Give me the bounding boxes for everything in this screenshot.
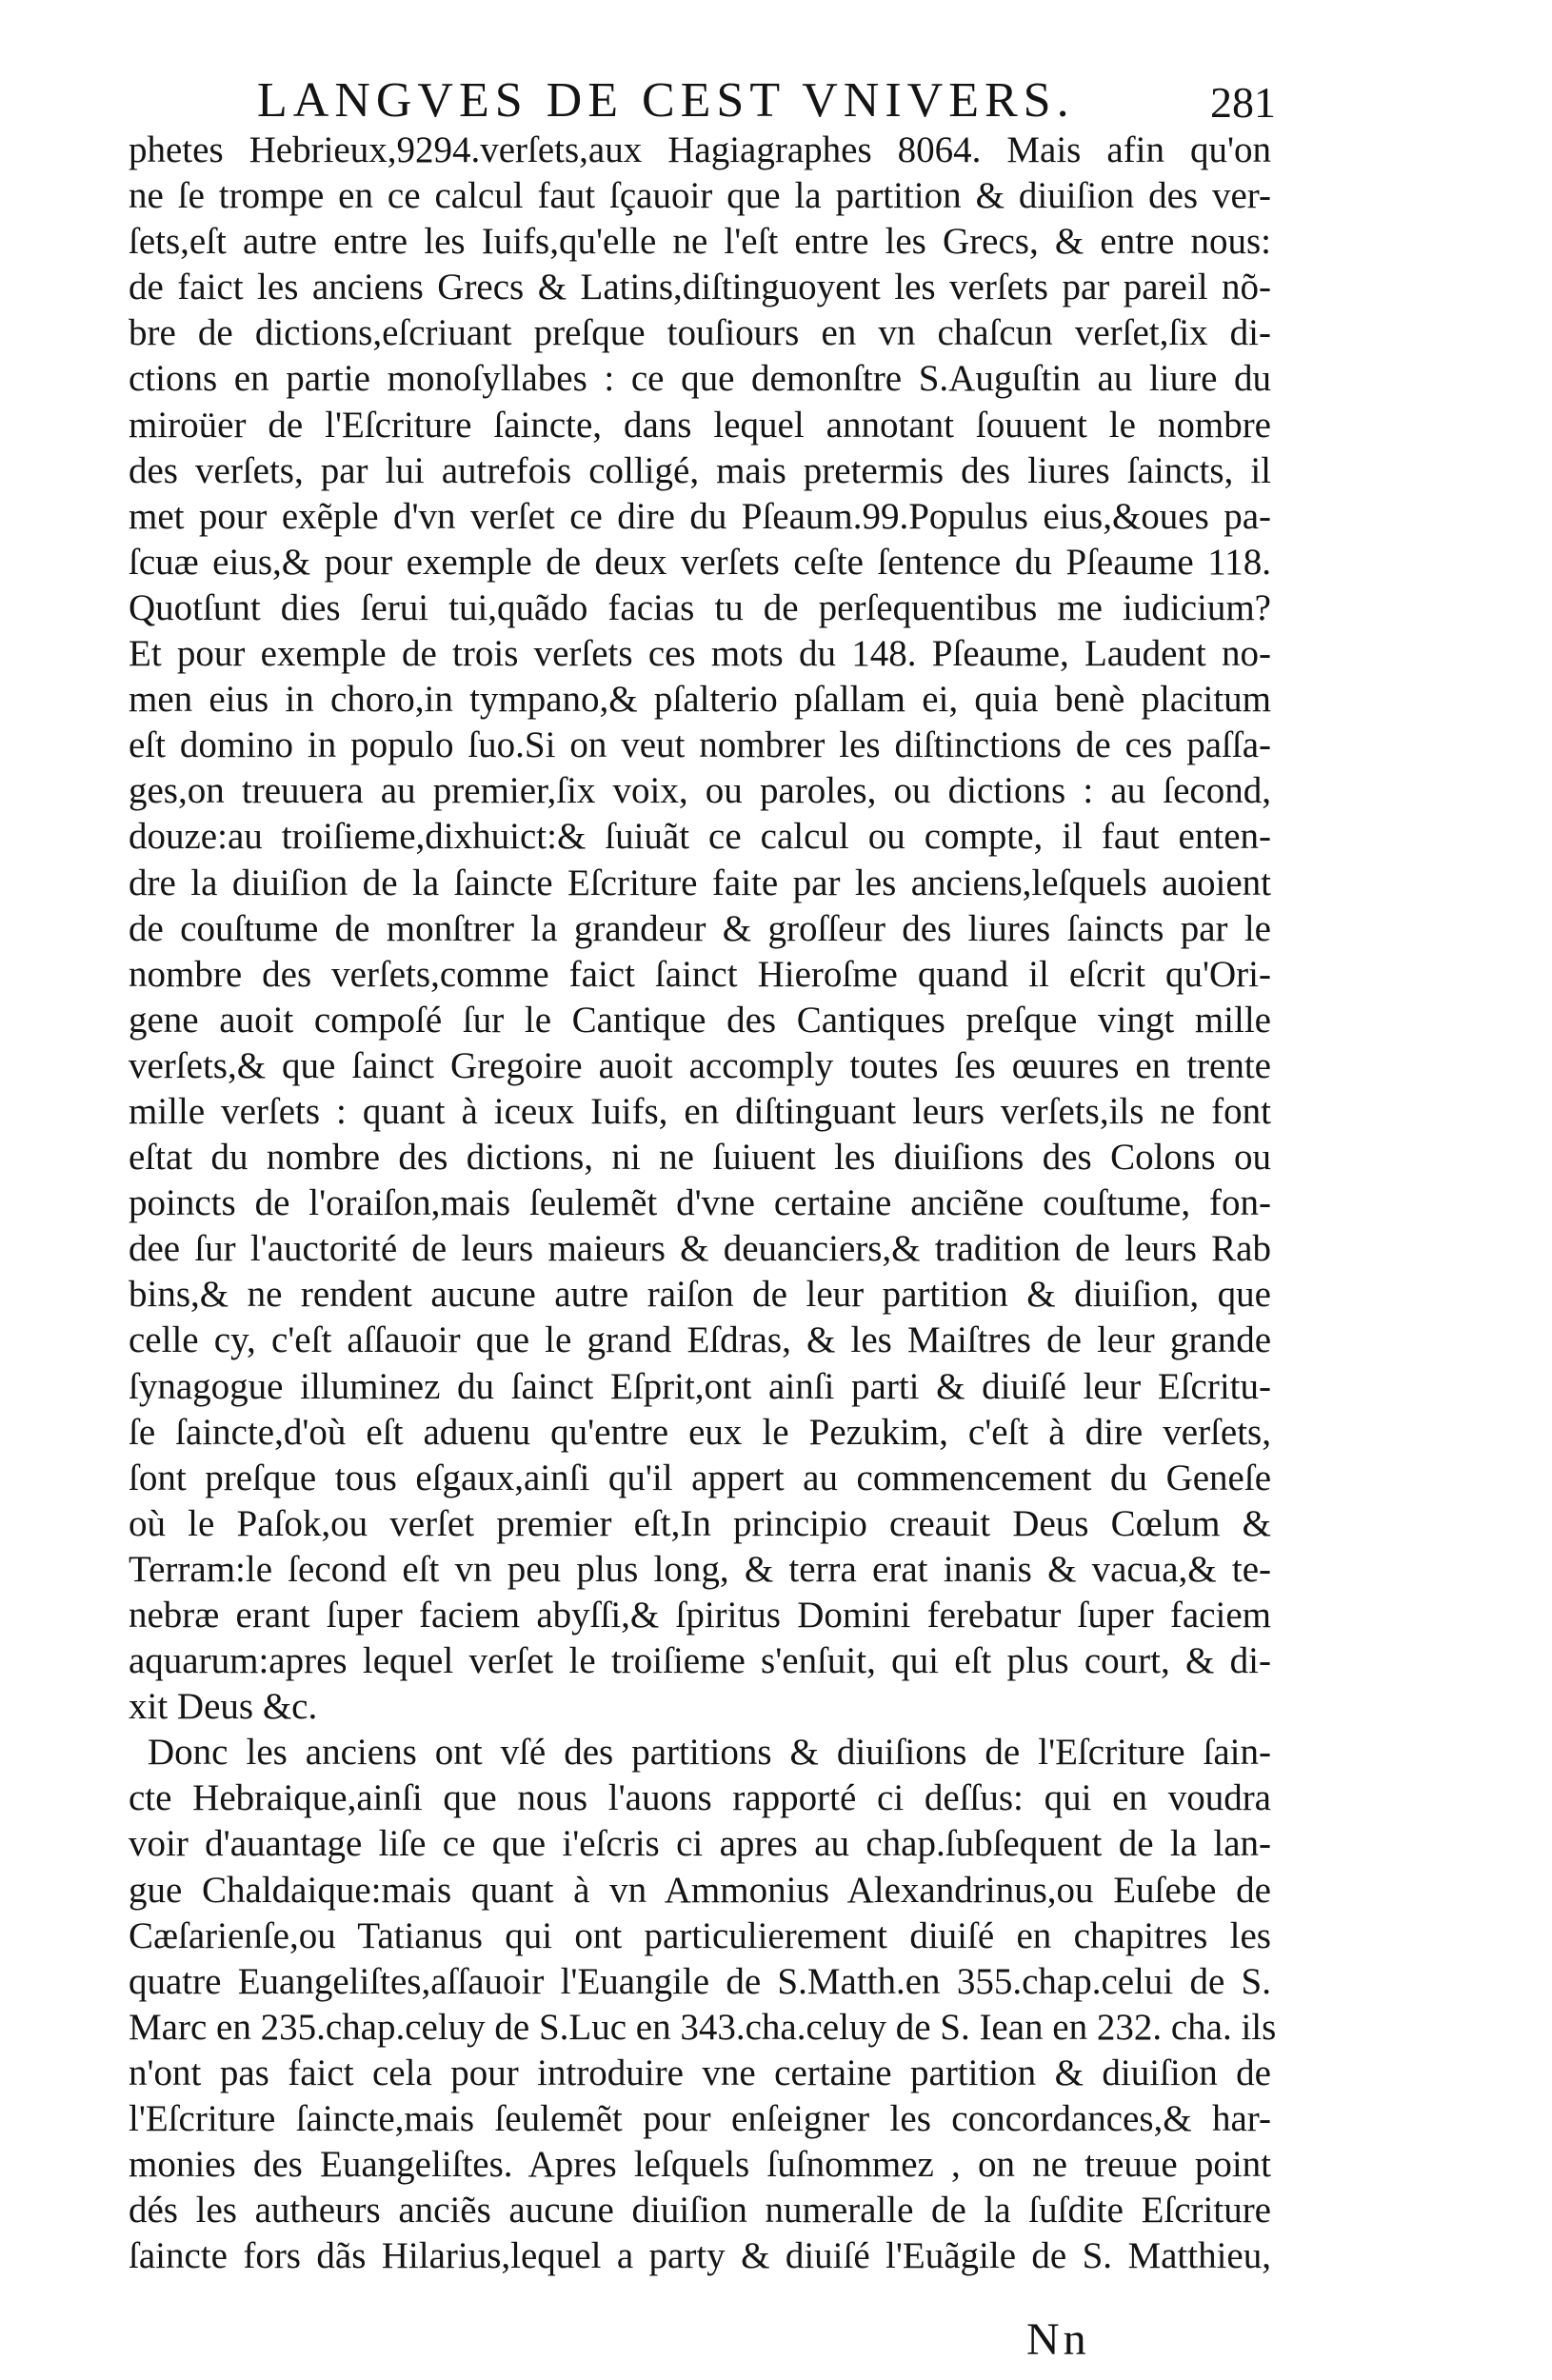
text-line: ſynagogue illuminez du ſainct Eſprit,ont ainſi parti & diuiſé leur Eſcritu- bbox=[129, 1365, 1271, 1407]
text-line: bre de dictions,eſcriuant preſque touſiours en vn chaſcun verſet,ſix di- bbox=[129, 312, 1271, 354]
text-line: dre la diuiſion de la ſaincte Eſcriture faite par les anciens,leſquels auoient bbox=[129, 862, 1271, 903]
text-line: ſets,eſt autre entre les Iuifs,qu'elle ne l'eſt entre les Grecs, & entre nous: bbox=[129, 221, 1271, 263]
page-header bbox=[257, 67, 1276, 133]
text-line: Terram:le ſecond eſt vn peu plus long, & terra erat inanis & vacua,& te- bbox=[129, 1548, 1271, 1590]
text-line: ſaincte fors dãs Hilarius,lequel a party & diuiſé l'Euãgile de S. Matthieu, bbox=[129, 2235, 1271, 2277]
text-line: douze:au troiſieme,dixhuict:& ſuiuãt ce calcul ou compte, il faut enten- bbox=[129, 816, 1271, 858]
text-line: de faict les anciens Grecs & Latins,diſtinguoyent les verſets par pareil nõ- bbox=[129, 267, 1271, 308]
text-line: aquarum:apres lequel verſet le troiſieme s'enſuit, qui eſt plus court, & di- bbox=[129, 1640, 1271, 1682]
signature-mark: Nn bbox=[1026, 2314, 1090, 2365]
text-line: gue Chaldaique:mais quant à vn Ammonius Alexandrinus,ou Euſebe de bbox=[129, 1869, 1271, 1911]
paragraph-start-line: Donc les anciens ont vſé des partitions & diuiſions de l'Eſcriture ſain- bbox=[148, 1732, 1271, 1774]
text-line: voir d'auantage liſe ce que i'eſcris ci apres au chap.ſubſequent de la lan- bbox=[129, 1823, 1271, 1865]
text-line: eſt domino in populo ſuo.Si on veut nombrer les diſtinctions de ces paſſa- bbox=[129, 724, 1271, 766]
text-line: quatre Euangeliſtes,aſſauoir l'Euangile de S.Matth.en 355.chap.celui de S. bbox=[129, 1960, 1271, 2002]
text-line: met pour exẽple d'vn verſet ce dire du Pſeaum.99.Populus eius,&oues pa- bbox=[129, 495, 1271, 537]
text-line: des verſets, par lui autrefois colligé, mais pretermis des liures ſaincts, il bbox=[129, 449, 1271, 491]
text-line: ne ſe trompe en ce calcul faut ſçauoir que la partition & diuiſion des ver- bbox=[129, 175, 1271, 217]
text-line: dee ſur l'auctorité de leurs maieurs & deuanciers,& tradition de leurs Rab bbox=[129, 1228, 1271, 1270]
text-line: nombre des verſets,comme faict ſainct Hieroſme quand il eſcrit qu'Ori- bbox=[129, 953, 1271, 995]
running-title: LANGVES DE CEST VNIVERS. bbox=[257, 73, 1075, 128]
text-line: celle cy, c'eſt aſſauoir que le grand Eſdras, & les Maiſtres de leur grande bbox=[129, 1319, 1271, 1361]
text-line: dés les autheurs anciẽs aucune diuiſion numeralle de la ſuſdite Eſcriture bbox=[129, 2190, 1271, 2231]
text-line: Et pour exemple de trois verſets ces mots du 148. Pſeaume, Laudent no- bbox=[129, 633, 1271, 675]
text-line: miroüer de l'Eſcriture ſaincte, dans lequel annotant ſouuent le nombre bbox=[129, 404, 1271, 446]
text-line: Marc en 235.chap.celuy de S.Luc en 343.cha.celuy de S. Iean en 232. cha. ils bbox=[129, 2006, 1277, 2048]
text-line: cte Hebraique,ainſi que nous l'auons rapporté ci deſſus: qui en voudra bbox=[129, 1777, 1271, 1819]
text-line: eſtat du nombre des dictions, ni ne ſuiuent les diuiſions des Colons ou bbox=[129, 1137, 1271, 1179]
text-line: n'ont pas faict cela pour introduire vne certaine partition & diuiſion de bbox=[129, 2052, 1271, 2093]
body-text bbox=[129, 128, 1277, 2279]
text-line: Cæſarienſe,ou Tatianus qui ont particulierement diuiſé en chapitres les bbox=[129, 1914, 1271, 1956]
text-line: bins,& ne rendent aucune autre raiſon de leur partition & diuiſion, que bbox=[129, 1274, 1271, 1316]
text-line: ſont preſque tous eſgaux,ainſi qu'il appert au commencement du Geneſe bbox=[129, 1457, 1271, 1498]
text-line: l'Eſcriture ſaincte,mais ſeulemẽt pour enſeigner les concordances,& har- bbox=[129, 2098, 1271, 2140]
text-line: verſets,& que ſainct Gregoire auoit accomply toutes ſes œuures en trente bbox=[129, 1044, 1271, 1086]
text-line: Quotſunt dies ſerui tui,quãdo facias tu de perſequentibus me iudicium? bbox=[129, 586, 1271, 628]
text-line: ges,on treuuera au premier,ſix voix, ou paroles, ou dictions : au ſecond, bbox=[129, 770, 1271, 812]
text-line: ſe ſaincte,d'où eſt aduenu qu'entre eux le Pezukim, c'eſt à dire verſets, bbox=[129, 1411, 1271, 1453]
text-line: poincts de l'oraiſon,mais ſeulemẽt d'vne certaine anciẽne couſtume, fon- bbox=[129, 1182, 1271, 1224]
text-line: men eius in choro,in tympano,& pſalterio pſallam ei, quia benè placitum bbox=[129, 679, 1271, 721]
text-line: gene auoit compoſé ſur le Cantique des Cantiques preſque vingt mille bbox=[129, 999, 1271, 1041]
text-line: ſcuæ eius,& pour exemple de deux verſets ceſte ſentence du Pſeaume 118. bbox=[129, 541, 1271, 583]
text-line: ctions en partie monoſyllabes : ce que demonſtre S.Auguſtin au liure du bbox=[129, 358, 1271, 400]
text-line: où le Paſok,ou verſet premier eſt,In principio creauit Deus Cœlum & bbox=[129, 1502, 1271, 1544]
page-number: 281 bbox=[1210, 78, 1276, 127]
text-line: monies des Euangeliſtes. Apres leſquels ſuſnommez , on ne treuue point bbox=[129, 2144, 1271, 2186]
paragraph-end-line: xit Deus &c. bbox=[129, 1686, 318, 1728]
text-line: de couſtume de monſtrer la grandeur & groſſeur des liures ſaincts par le bbox=[129, 907, 1271, 949]
text-line: nebræ erant ſuper faciem abyſſi,& ſpiritus Domini ferebatur ſuper faciem bbox=[129, 1595, 1271, 1636]
text-line: mille verſets : quant à iceux Iuifs, en diſtinguant leurs verſets,ils ne font bbox=[129, 1090, 1271, 1132]
text-line: phetes Hebrieux,9294.verſets,aux Hagiagraphes 8064. Mais afin qu'on bbox=[129, 129, 1271, 170]
